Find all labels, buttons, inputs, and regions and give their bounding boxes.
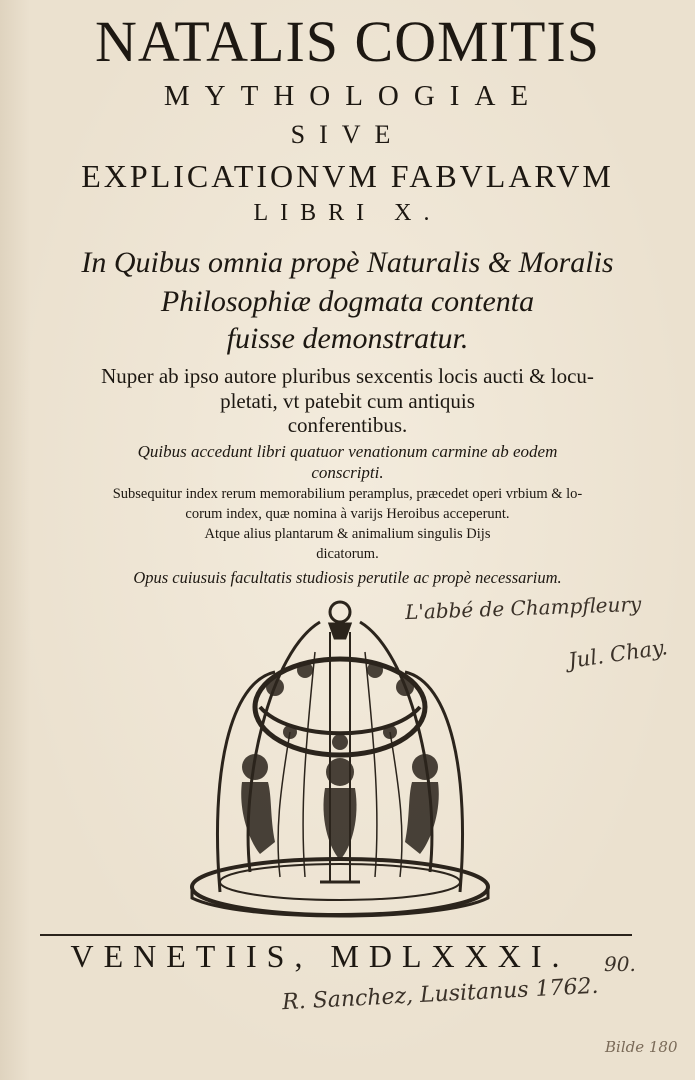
fountain-woodcut-icon [180, 592, 500, 922]
book-count: LIBRI X. [253, 200, 442, 226]
description-line-3: conferentibus. [287, 413, 408, 437]
imprint-annotation: 90. [604, 952, 636, 976]
opus-line: Opus cuiusuis facultatis studiosis perutile ac propè necessarium. [133, 568, 562, 587]
supplement-line-2: conscripti. [311, 463, 384, 482]
index-note-line-2: corum index, quæ nomina à varijs Heroibus acceperunt. [185, 506, 510, 522]
work-title: MYTHOLOGIAE [163, 80, 544, 112]
imprint-rule [40, 934, 632, 936]
shelf-mark: Bilde 180 [605, 1038, 678, 1056]
author-name: NATALIS COMITIS [95, 9, 600, 74]
ownership-inscription-1: L'abbé de Champfleury [404, 591, 642, 625]
index-note-line-4: dicatorum. [316, 546, 379, 562]
description-line-2: pletati, vt patebit cum antiquis [220, 389, 475, 413]
ownership-inscription-3: R. Sanchez, Lusitanus 1762. [281, 973, 600, 1016]
index-note-line-3: Atque alius plantarum & animalium singulis Dijs [204, 526, 491, 542]
supplement-line-1: Quibus accedunt libri quatuor venationum carmine ab eodem [137, 442, 558, 461]
title-conjunction: SIVE [290, 120, 405, 149]
description-line-1: Nuper ab ipso autore pluribus sexcentis locis aucti & locu- [101, 364, 594, 388]
italic-subtitle-line-2: Philosophiæ dogmata contenta [160, 285, 535, 318]
work-subtitle: EXPLICATIONVM FABVLARVM [81, 158, 614, 194]
index-note-line-1: Subsequitur index rerum memorabilium peramplus, præcedet operi vrbium & lo- [112, 486, 583, 502]
italic-subtitle-line-1: In Quibus omnia propè Naturalis & Moralis [81, 246, 614, 279]
imprint: VENETIIS, MDLXXXI. [70, 938, 570, 974]
ownership-inscription-2: Jul. Chay. [566, 635, 670, 673]
italic-subtitle-line-3: fuisse demonstratur. [226, 322, 469, 355]
